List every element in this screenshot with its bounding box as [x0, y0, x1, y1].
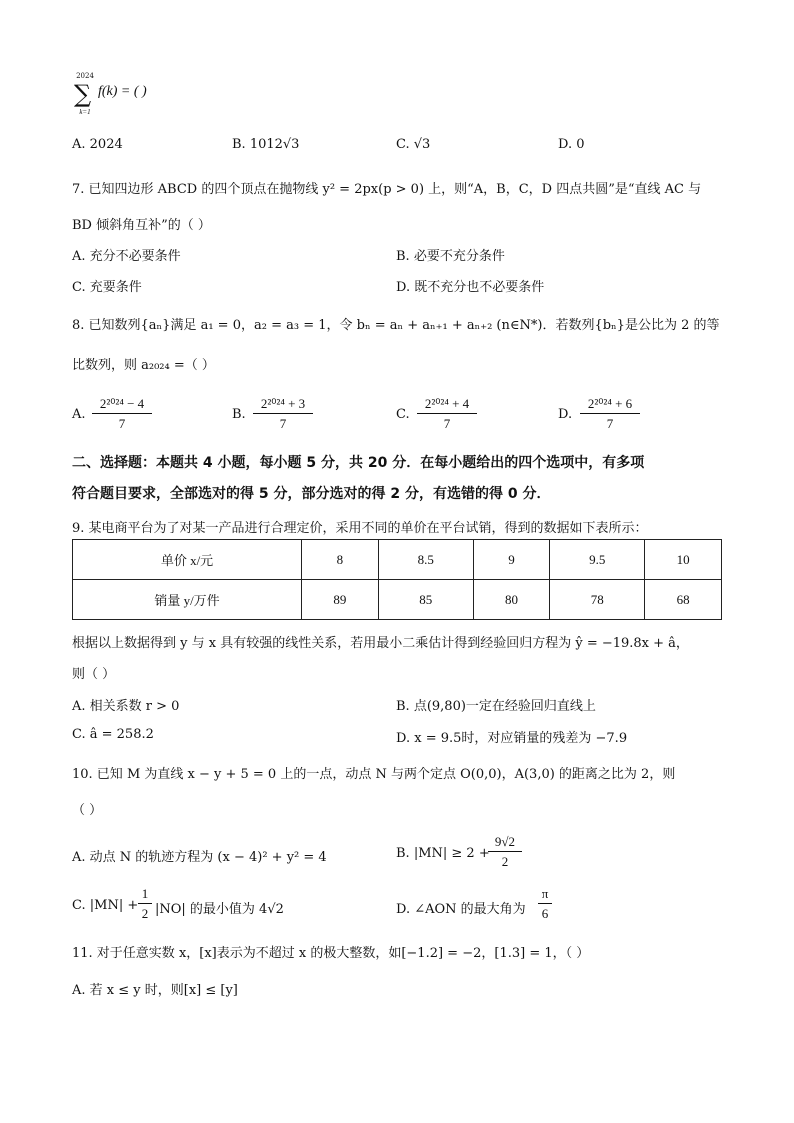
section-heading-line2: 符合题目要求，全部选对的得 5 分，部分选对的得 2 分，有选错的得 0 分．: [72, 486, 551, 502]
q10-option-b-prefix[interactable]: B. |MN| ≥ 2 +: [396, 846, 490, 861]
fraction-bar: [253, 413, 313, 414]
q9-option-d[interactable]: D. x = 9.5时，对应销量的残差为 −7.9: [396, 731, 628, 746]
q9-stem-line2: 则（ ）: [72, 667, 116, 682]
data-table: [72, 539, 722, 620]
table-row: [73, 540, 722, 580]
q9-option-c[interactable]: C. â = 258.2: [72, 727, 154, 742]
table-cell: 78: [550, 580, 645, 620]
row-header: 单价 x/元: [73, 540, 302, 580]
fraction-numerator: 2²⁰²⁴ + 6: [587, 396, 633, 411]
q8-option-b-label[interactable]: B.: [232, 407, 246, 422]
fraction-denominator: 6: [541, 906, 549, 921]
fraction-denominator: 7: [279, 416, 287, 431]
fraction-numerator: 9√2: [494, 834, 516, 849]
q10-stem-line2: （ ）: [72, 803, 103, 818]
fraction-denominator: 7: [443, 416, 451, 431]
q8-option-c-label[interactable]: C.: [396, 407, 410, 422]
q11-stem: 11. 对于任意实数 x，[x]表示为不超过 x 的极大整数，如[−1.2] = −2，[1.3] = 1，（ ）: [72, 946, 590, 961]
table-cell: 10: [645, 540, 722, 580]
fraction-bar: [92, 413, 152, 414]
table-cell: 89: [302, 580, 379, 620]
q11-option-a[interactable]: A. 若 x ≤ y 时，则[x] ≤ [y]: [72, 983, 238, 998]
fraction-denominator: 2: [501, 854, 509, 869]
sum-upper-limit: 2024: [76, 72, 94, 80]
q6-expression: f(k) = ( ): [98, 84, 147, 99]
q7-option-c[interactable]: C. 充要条件: [72, 280, 142, 295]
q6-option-b[interactable]: B. 1012√3: [232, 137, 300, 152]
q7-option-b[interactable]: B. 必要不充分条件: [396, 249, 505, 264]
table-row: [73, 580, 722, 620]
q8-stem-line1: 8. 已知数列{aₙ}满足 a₁ = 0，a₂ = a₃ = 1，令 bₙ = aₙ + aₙ₊₁ + aₙ₊₂ (n∈N*)．若数列{bₙ}是公比为 2 的等: [72, 318, 720, 333]
q10-option-b-fraction: [488, 834, 522, 870]
q9-intro: 9. 某电商平台为了对某一产品进行合理定价，采用不同的单价在平台试销，得到的数据如下表所示：: [72, 521, 648, 536]
fraction-bar: [488, 851, 522, 852]
table-cell: 8.5: [378, 540, 473, 580]
q10-option-a[interactable]: A. 动点 N 的轨迹方程为 (x − 4)² + y² = 4: [72, 850, 327, 865]
q7-option-d[interactable]: D. 既不充分也不必要条件: [396, 280, 545, 295]
q7-stem-line2: BD 倾斜角互补”的（ ）: [72, 218, 211, 233]
q8-option-c-fraction[interactable]: [417, 396, 477, 432]
table-cell: 9: [473, 540, 550, 580]
q9-option-a[interactable]: A. 相关系数 r > 0: [72, 699, 180, 714]
q8-option-a-label[interactable]: A.: [72, 407, 86, 422]
fraction-numerator: 2²⁰²⁴ + 4: [424, 396, 470, 411]
q10-option-d-fraction: [538, 886, 552, 922]
table-cell: 80: [473, 580, 550, 620]
q10-option-d-prefix[interactable]: D. ∠AON 的最大角为: [396, 902, 526, 917]
q7-option-a[interactable]: A. 充分不必要条件: [72, 249, 181, 264]
table-cell: 9.5: [550, 540, 645, 580]
sum-lower-limit: k=1: [79, 108, 91, 116]
fraction-numerator: 1: [141, 886, 149, 901]
q10-stem-line1: 10. 已知 M 为直线 x − y + 5 = 0 上的一点，动点 N 与两个定点 O(0,0)，A(3,0) 的距离之比为 2，则: [72, 767, 676, 782]
q8-option-d-label[interactable]: D.: [558, 407, 573, 422]
q10-option-c-fraction: [138, 886, 152, 922]
fraction-denominator: 2: [141, 906, 149, 921]
q8-option-b-fraction[interactable]: [253, 396, 313, 432]
q7-stem-line1: 7. 已知四边形 ABCD 的四个顶点在抛物线 y² = 2px(p > 0) 上，则“A，B，C，D 四点共圆”是“直线 AC 与: [72, 182, 702, 197]
q6-option-d[interactable]: D. 0: [558, 137, 585, 152]
fraction-bar: [538, 903, 552, 904]
fraction-numerator: 2²⁰²⁴ + 3: [260, 396, 306, 411]
sigma-symbol: ∑: [74, 80, 92, 108]
section-heading-line1: 二、选择题：本题共 4 小题，每小题 5 分，共 20 分．在每小题给出的四个选项中，有多项: [72, 455, 645, 471]
fraction-bar: [138, 903, 152, 904]
q10-option-c-prefix[interactable]: C. |MN| +: [72, 898, 139, 913]
q8-option-a-fraction[interactable]: [92, 396, 152, 432]
fraction-numerator: π: [541, 886, 549, 901]
q8-option-d-fraction[interactable]: [580, 396, 640, 432]
fraction-denominator: 7: [118, 416, 126, 431]
q8-stem-line2: 比数列，则 a₂₀₂₄ =（ ）: [72, 358, 215, 373]
table-cell: 68: [645, 580, 722, 620]
row-header: 销量 y/万件: [73, 580, 302, 620]
table-cell: 8: [302, 540, 379, 580]
fraction-denominator: 7: [606, 416, 614, 431]
table-cell: 85: [378, 580, 473, 620]
fraction-bar: [580, 413, 640, 414]
q6-option-a[interactable]: A. 2024: [72, 137, 123, 152]
fraction-numerator: 2²⁰²⁴ − 4: [99, 396, 145, 411]
fraction-bar: [417, 413, 477, 414]
q9-stem-line1: 根据以上数据得到 y 与 x 具有较强的线性关系，若用最小二乘估计得到经验回归方程为 ŷ = −19.8x + â，: [72, 636, 689, 651]
q9-option-b[interactable]: B. 点(9,80)一定在经验回归直线上: [396, 699, 596, 714]
q6-option-c[interactable]: C. √3: [396, 137, 431, 152]
q10-option-c-suffix: |NO| 的最小值为 4√2: [155, 902, 284, 917]
